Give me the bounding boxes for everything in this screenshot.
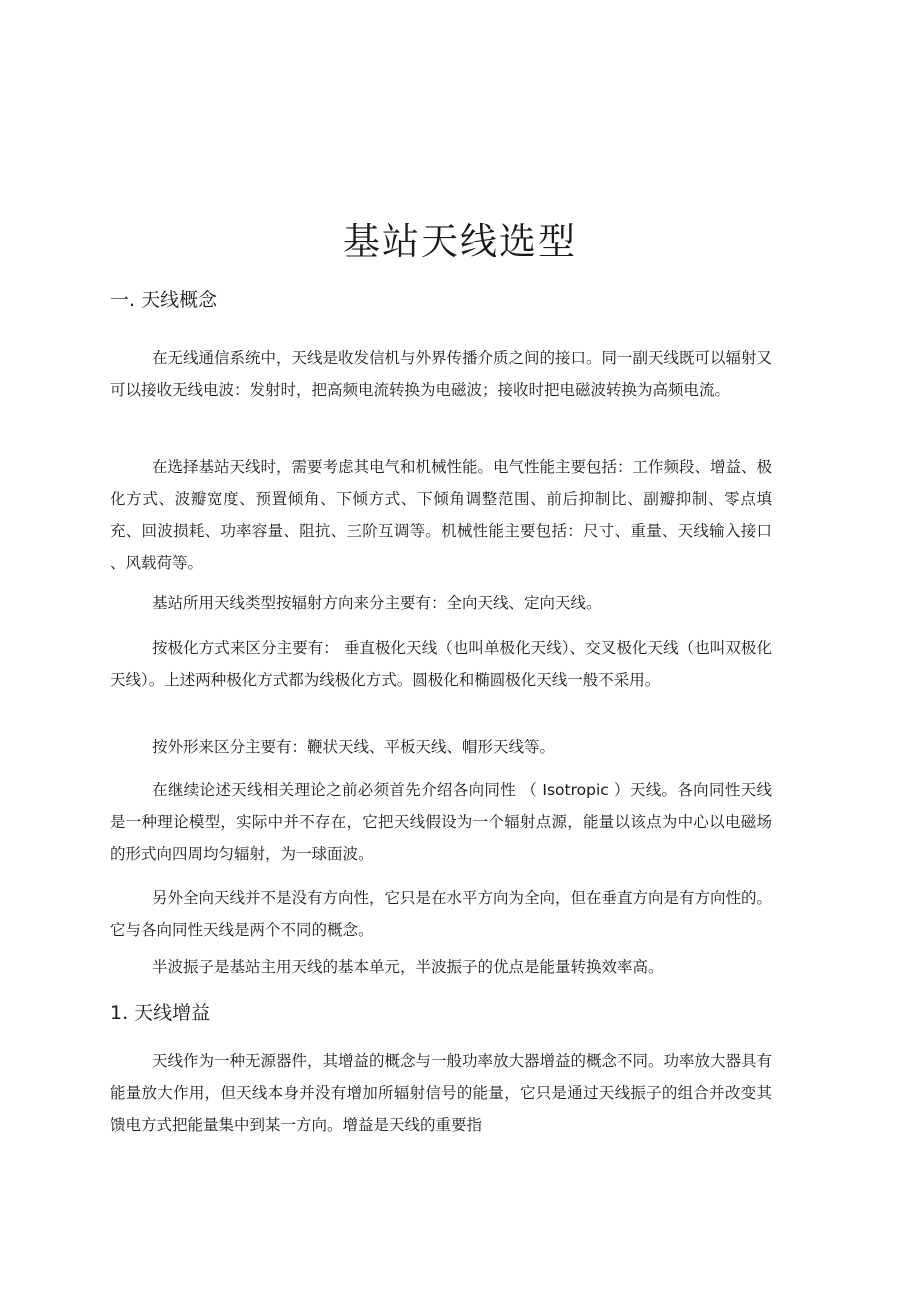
paragraph-2: 在选择基站天线时，需要考虑其电气和机械性能。电气性能主要包括：工作频段、增益、极化方式、波瓣宽度、预置倾角、下倾方式、下倾角调整范围、前后抑制比、副瓣抑制、零点填充、回波损耗、功率容量、阻抗、三阶互调等。机械性能主要包括：尺寸、重量、天线输入接口 、风载荷等。 xyxy=(110,458,773,572)
paragraph-5: 按外形来区分主要有：鞭状天线、平板天线、帽形天线等。 xyxy=(152,738,556,756)
document-title: 基站天线选型 xyxy=(343,220,577,263)
paragraph-6: 在继续论述天线相关理论之前必须首先介绍各向同性 （ Isotropic ）天线。各向同性天线是一种理论模型，实际中并不存在，它把天线假设为一个辐射点源，能量以该点为中心以电磁场的形式向四周均匀辐射，为一球面波。 xyxy=(110,781,772,863)
paragraph-9: 天线作为一种无源器件，其增益的概念与一般功率放大器增益的概念不同。功率放大器具有能量放大作用，但天线本身并没有增加所辐射信号的能量，它只是通过天线振子的组合并改变其馈电方式把能量集中到某一方向。增益是天线的重要指 xyxy=(110,1052,773,1134)
paragraph-1: 在无线通信系统中，天线是收发信机与外界传播介质之间的接口。同一副天线既可以辐射又可以接收无线电波：发射时，把高频电流转换为电磁波；接收时把电磁波转换为高频电流。 xyxy=(110,349,773,399)
paragraph-3: 基站所用天线类型按辐射方向来分主要有：全向天线、定向天线。 xyxy=(152,594,602,612)
section-heading-antenna-concept: 一. 天线概念 xyxy=(110,289,218,311)
paragraph-4: 按极化方式来区分主要有： 垂直极化天线（也叫单极化天线）、交叉极化天线（也叫双极化天线）。上述两种极化方式都为线极化方式。圆极化和椭圆极化天线一般不采用。 xyxy=(110,639,772,689)
paragraph-7: 另外全向天线并不是没有方向性，它只是在水平方向为全向，但在垂直方向是有方向性的。它与各向同性天线是两个不同的概念。 xyxy=(110,889,773,939)
subsection-heading-antenna-gain: 1. 天线增益 xyxy=(110,1002,211,1024)
paragraph-8: 半波振子是基站主用天线的基本单元，半波振子的优点是能量转换效率高。 xyxy=(152,958,664,976)
